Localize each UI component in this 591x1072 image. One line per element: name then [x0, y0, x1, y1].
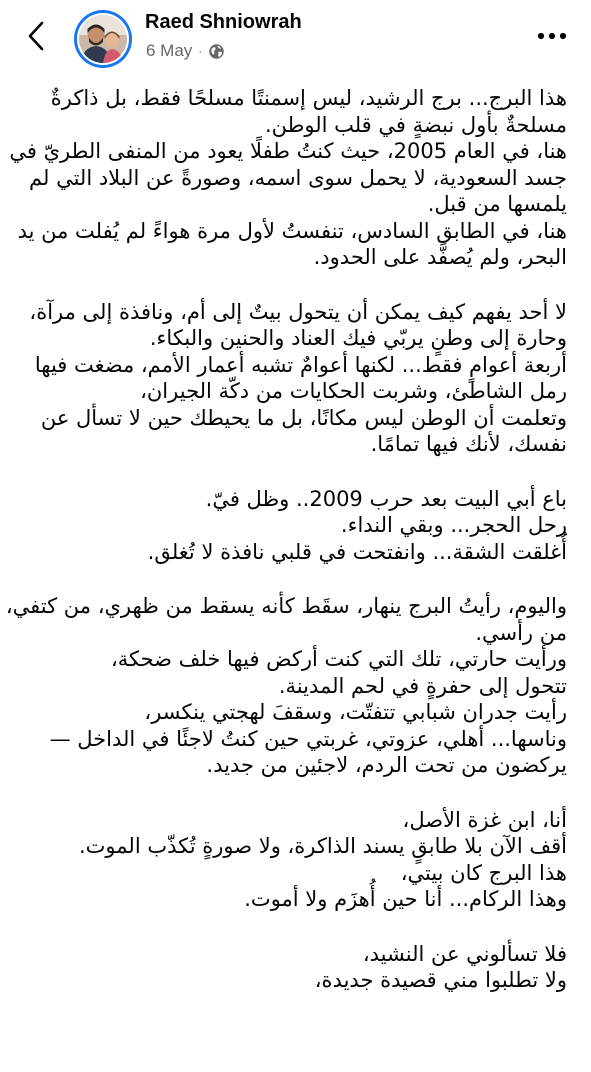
- back-button[interactable]: [18, 16, 54, 56]
- post-paragraph: [28, 807, 567, 913]
- post-meta: [146, 40, 225, 62]
- text-line: يركضون من تحت الردم، لاجئين من جديد.: [206, 753, 567, 777]
- paragraph-gap: [28, 271, 567, 299]
- text-line: هذا البرج كان بيتي،: [400, 860, 567, 885]
- post-date[interactable]: 6 May: [146, 41, 193, 60]
- text-line: وناسها... أهلي، عزوتي، غربتي حين كنتُ لاجئًا في الداخل —: [49, 726, 567, 751]
- text-line: ورأيت حارتي، تلك التي كنت أركض فيها خلف ضحكة،: [110, 647, 567, 671]
- post-paragraph: [5, 593, 567, 779]
- post-text: [5, 85, 567, 994]
- text-line: لا أحد يفهم كيف يمكن أن يتحول بيتٌ إلى أم، ونافذة إلى مرآة،: [29, 299, 567, 324]
- more-horizontal-icon: [537, 32, 567, 40]
- more-options-button[interactable]: [532, 22, 572, 50]
- text-line: رمل الشاطئ، وشربت الحكايات من دكّة الجيران،: [140, 379, 567, 403]
- post-paragraph: [28, 299, 567, 458]
- globe-icon[interactable]: [208, 43, 225, 60]
- text-line: تتحول إلى حفرةٍ في لحم المدينة.: [278, 673, 567, 698]
- text-line: مسلحةٌ بأول نبضةٍ في قلب الوطن.: [264, 112, 567, 137]
- text-line: رحل الحجر... وبقي النداء.: [340, 513, 567, 537]
- text-line: هنا، في العام 2005، حيث كنتُ طفلًا يعود من المنفى الطريّ في: [9, 139, 567, 163]
- author-name[interactable]: Raed Shniowrah: [145, 11, 302, 33]
- paragraph-gap: [28, 779, 567, 807]
- avatar[interactable]: [74, 10, 132, 68]
- chevron-left-icon: [27, 21, 45, 51]
- text-line: من رأسي.: [475, 620, 567, 645]
- paragraph-gap: [28, 913, 567, 941]
- text-line: أربعة أعوامٍ فقط... لكنها أعوامٌ تشبه أعمار الأمم، مضغت فيها: [34, 352, 567, 377]
- text-line: باع أبي البيت بعد حرب 2009.. وظل فيّ.: [205, 486, 567, 511]
- text-line: فلا تسألوني عن النشيد،: [362, 941, 567, 966]
- text-line: وحارة إلى وطنٍ يربّي فيك العناد والحنين والبكاء.: [149, 326, 567, 350]
- paragraph-gap: [28, 565, 567, 593]
- text-line: أقف الآن بلا طابقٍ يسند الذاكرة، ولا صورةٍ تُكذّب الموت.: [78, 834, 567, 858]
- post-paragraph: [28, 941, 567, 994]
- post-paragraph: [9, 85, 567, 271]
- meta-separator: ·: [198, 44, 203, 58]
- text-line: يلمسها من قبل.: [427, 192, 567, 216]
- text-line: هنا، في الطابق السادس، تنفستُ لأول مرة هواءً لم يُفلت من يد: [17, 218, 567, 243]
- post-header: [0, 0, 591, 76]
- text-line: وتعلمت أن الوطن ليس مكانًا، بل ما يحيطك حين لا تسأل عن: [40, 405, 567, 430]
- text-line: ولا تطلبوا مني قصيدة جديدة،: [314, 968, 567, 992]
- text-line: البحر، ولم يُصفَّد على الحدود.: [313, 245, 567, 269]
- text-line: وهذا الركام... أنا حين أُهزَم ولا أموت.: [244, 887, 567, 911]
- text-line: جسد السعودية، لا يحمل سوى اسمه، وصورةً عن البلاد التي لم: [29, 165, 567, 190]
- avatar-photo: [77, 13, 129, 65]
- text-line: واليوم، رأيتُ البرج ينهار، سقَط كأنه يسقط من ظهري، من كتفي،: [5, 594, 567, 618]
- paragraph-gap: [28, 458, 567, 486]
- text-line: أنا، ابن غزة الأصل،: [402, 807, 567, 832]
- text-line: نفسك، لأنك فيها تمامًا.: [370, 432, 567, 456]
- text-line: أُغلقت الشقة... وانفتحت في قلبي نافذة لا تُغلق.: [147, 539, 567, 564]
- text-line: رأيت جدران شبابي تتفتّت، وسقفَ لهجتي ينكسر،: [144, 700, 567, 724]
- text-line: هذا البرج... برج الرشيد، ليس إسمنتًا مسلحًا فقط، بل ذاكرةٌ: [50, 86, 567, 110]
- post-paragraph: [28, 486, 567, 566]
